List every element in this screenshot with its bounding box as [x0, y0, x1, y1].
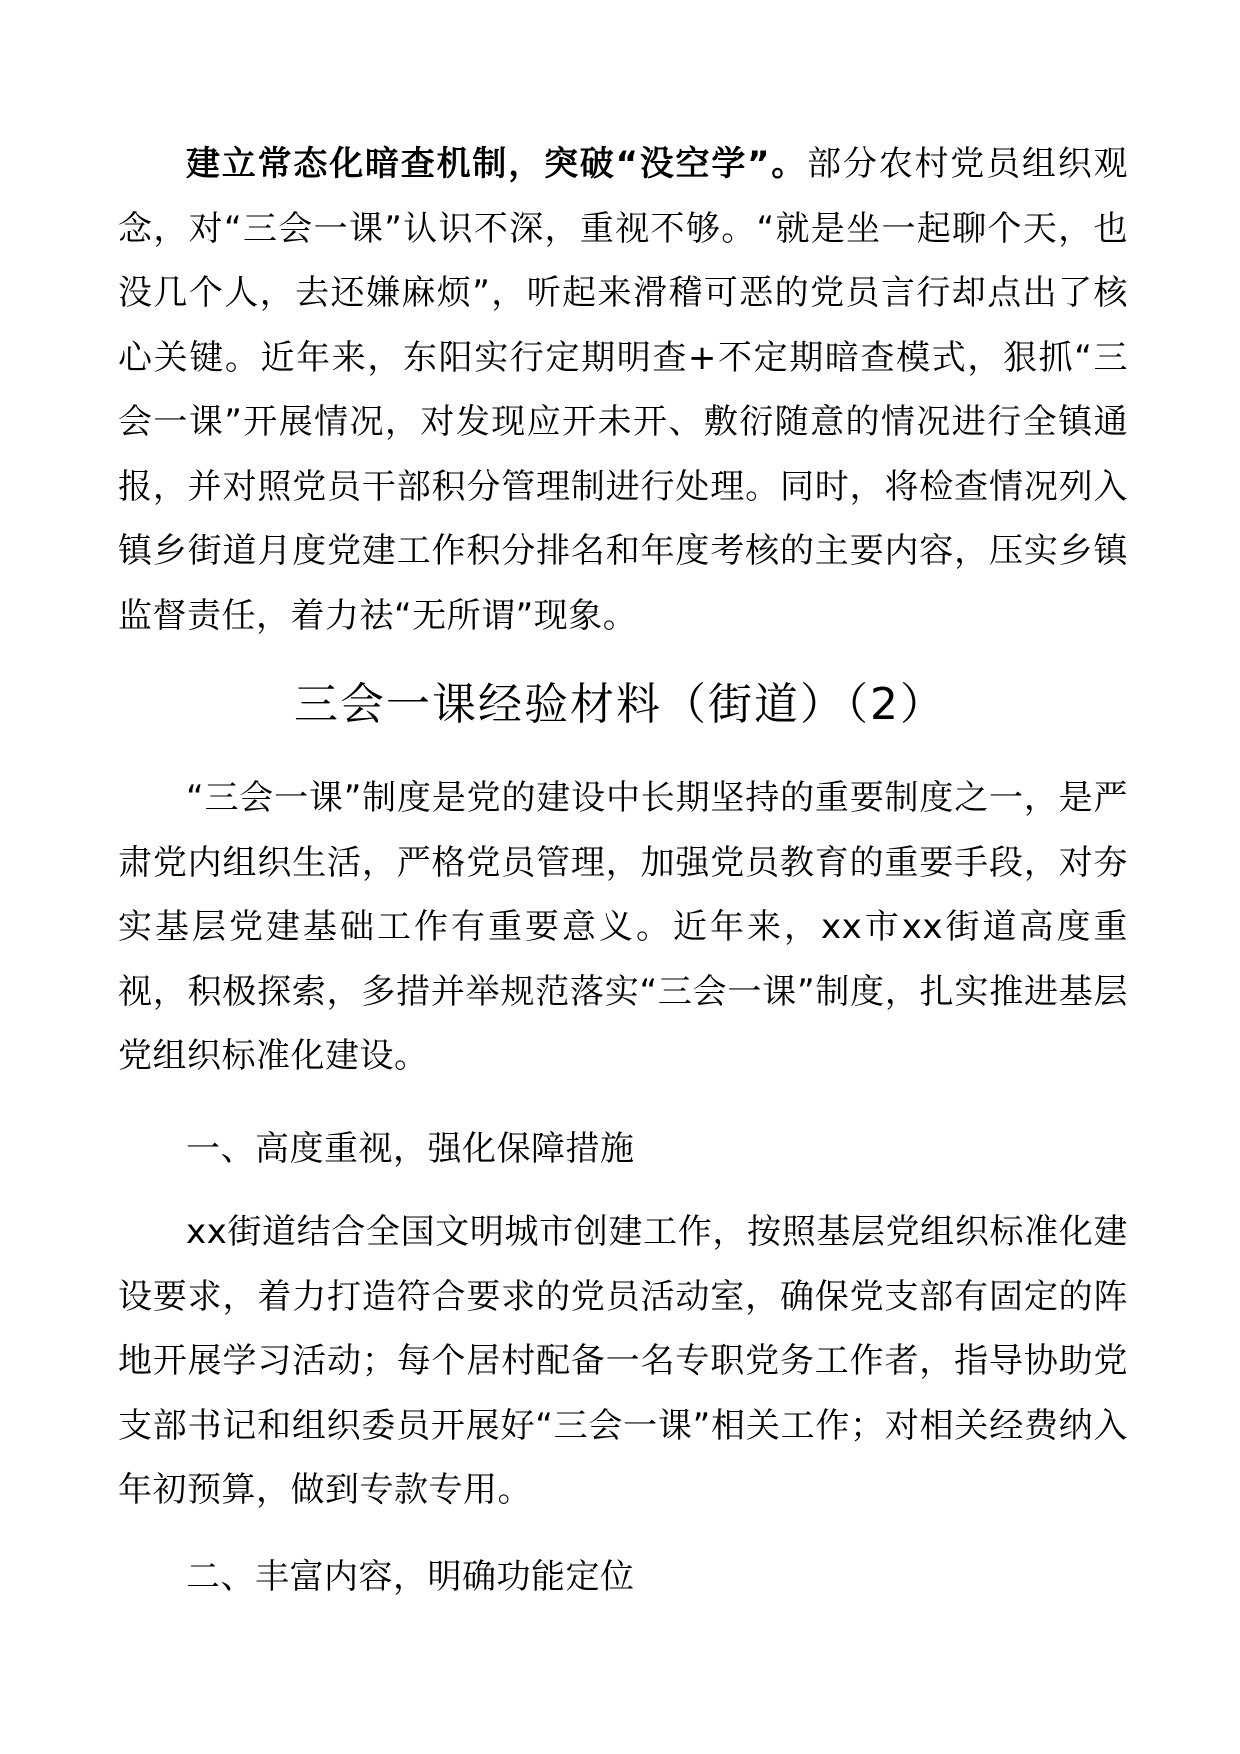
paragraph-lead-bold: 建立常态化暗查机制，突破“没空学”。	[186, 144, 808, 184]
paragraph-routine-inspection	[118, 132, 1128, 648]
document-title: 三会一课经验材料（街道）（2）	[294, 679, 946, 730]
section-heading-1: 一、高度重视，强化保障措施	[186, 1129, 635, 1169]
paragraph-section-1: xx街道结合全国文明城市创建工作，按照基层党组织标准化建设要求，着力打造符合要求的党员活动室，确保党支部有固定的阵地开展学习活动；每个居村配备一名专职党务工作者，指导协助党支部书记和组织委员开展好“三会一课”相关工作；对相关经费纳入年初预算，做到专款专用。	[118, 1212, 1128, 1510]
paragraph-intro: “三会一课”制度是党的建设中长期坚持的重要制度之一，是严肃党内组织生活，严格党员管理，加强党员教育的重要手段，对夯实基层党建基础工作有重要意义。近年来，xx市xx街道高度重视，积极探索，多措并举规范落实“三会一课”制度，扎实推进基层党组织标准化建设。	[118, 778, 1128, 1076]
paragraph-body: 部分农村党员组织观念，对“三会一课”认识不深，重视不够。“就是坐一起聊个天，也没几个人，去还嫌麻烦”，听起来滑稽可恶的党员言行却点出了核心关键。近年来，东阳实行定期明查+不定期暗查模式，狠抓“三会一课”开展情况，对发现应开未开、敷衍随意的情况进行全镇通报，并对照党员干部积分管理制进行处理。同时，将检查情况列入镇乡街道月度党建工作积分排名和年度考核的主要内容，压实乡镇监督责任，着力祛“无所谓”现象。	[118, 144, 1128, 636]
section-heading-2: 二、丰富内容，明确功能定位	[186, 1557, 635, 1597]
